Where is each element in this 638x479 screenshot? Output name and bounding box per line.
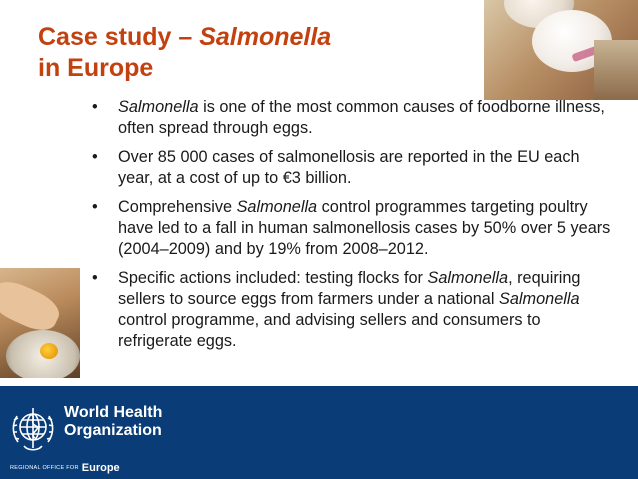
org-line-1: World Health	[64, 404, 163, 421]
bullet-text-run: Comprehensive	[118, 198, 237, 216]
bullet-text	[118, 97, 612, 139]
bullet-marker: •	[92, 198, 98, 216]
bullet-text-run: control programme, and advising sellers and consumers to refrigerate eggs.	[118, 311, 541, 350]
bullet-marker: •	[92, 98, 98, 116]
bullet-text	[118, 268, 612, 352]
bullet-text-run: control programmes targeting poultry have led to a fall in human salmonellosis cases by 50% over 5 years (2004–2009) and by 19% from 2008–2012.	[118, 198, 611, 258]
title-line-2: in Europe	[38, 54, 154, 82]
regional-office-label	[10, 459, 120, 477]
bullet-text-run: Over 85 000 cases of salmonellosis are reported in the EU each year, at a cost of up to €3 billion.	[118, 148, 580, 187]
bullet-italic-text: Salmonella	[236, 198, 318, 216]
bullet-text-run: , requiring sellers to source eggs from farmers under a national	[118, 269, 581, 308]
bullet-item	[92, 97, 612, 139]
bullet-text-run: is one of the most common causes of foodborne illness, often spread through eggs.	[118, 98, 605, 137]
title-prefix: Case study –	[38, 23, 200, 51]
bullet-italic-text: Salmonella	[118, 98, 199, 116]
who-emblem-icon	[8, 402, 58, 456]
bullet-text	[118, 147, 612, 189]
bullet-item	[92, 268, 612, 352]
footer-band	[0, 386, 638, 479]
cracking-egg-into-bowl-photo	[0, 268, 80, 378]
slide-title	[38, 22, 478, 84]
bullet-marker: •	[92, 269, 98, 287]
bullet-item	[92, 197, 612, 260]
title-italic: Salmonella	[199, 23, 332, 51]
eggs-in-carton-photo	[484, 0, 638, 100]
region-name: Europe	[81, 461, 120, 474]
org-line-2: Organization	[64, 422, 162, 439]
bullet-list	[92, 97, 612, 360]
bullet-marker: •	[92, 148, 98, 166]
bullet-text	[118, 197, 612, 260]
bullet-italic-text: Salmonella	[427, 269, 509, 287]
organization-name	[64, 404, 162, 440]
bullet-italic-text: Salmonella	[498, 290, 580, 308]
bullet-item	[92, 147, 612, 189]
bullet-text-run: Specific actions included: testing flocks for	[118, 269, 428, 287]
region-small-text: REGIONAL OFFICE FOR	[10, 464, 79, 471]
